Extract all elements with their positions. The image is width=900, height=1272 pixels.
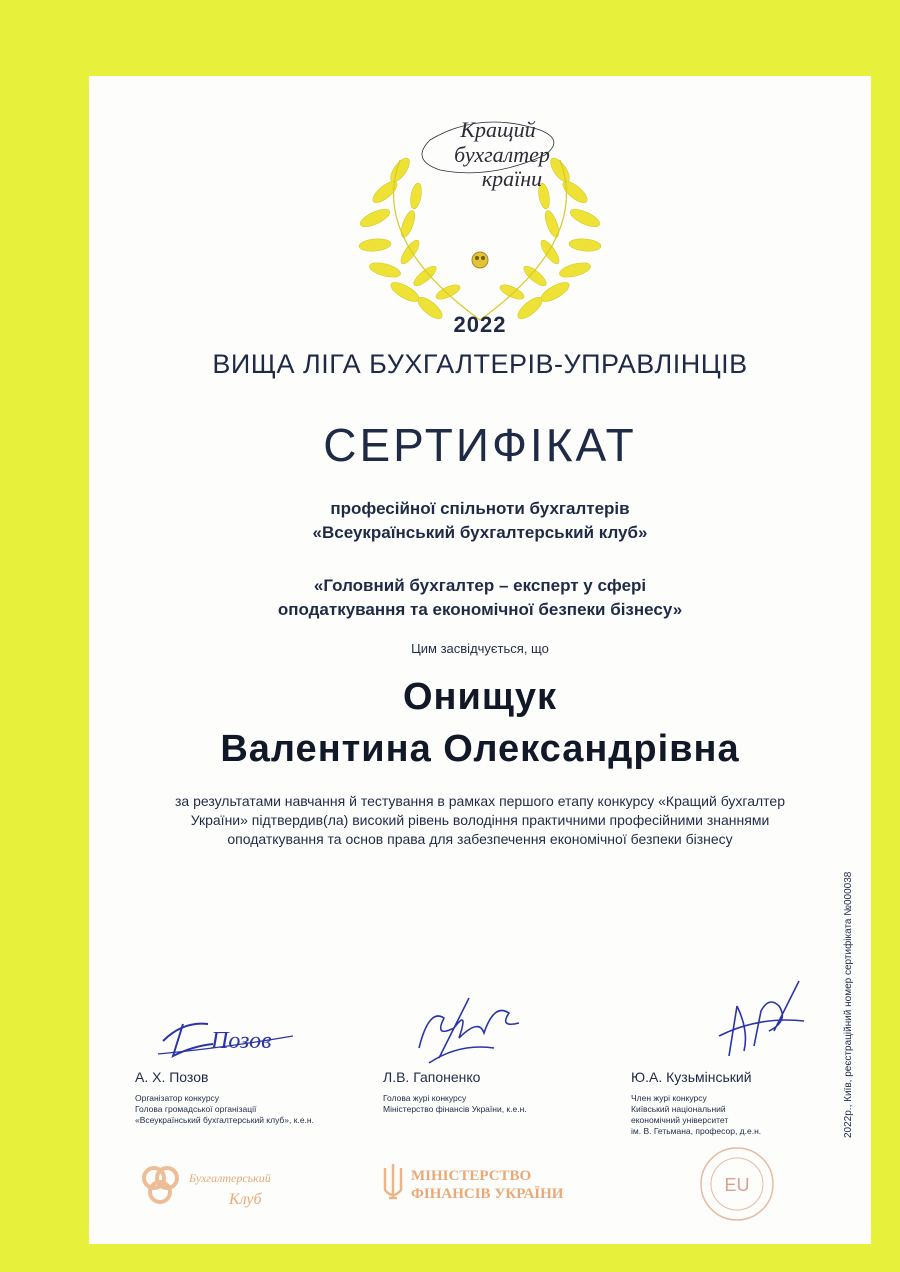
signatory-3-role-line1: Член журі конкурсу bbox=[631, 1093, 707, 1103]
signatory-3-role-line4: ім. В. Гетьмана, професор, д.е.н. bbox=[631, 1126, 762, 1136]
signature-pozov bbox=[153, 1006, 303, 1066]
body-line1: за результатами навчання й тестування в рамках першого етапу конкурсу «Кращий бухгалтер bbox=[174, 793, 786, 809]
certifies-text: Цим засвідчується, що bbox=[411, 641, 549, 656]
signature-haponenko bbox=[399, 988, 539, 1068]
signature-kuzminskyi bbox=[699, 976, 819, 1066]
body-line2: України» підтвердив(ла) високий рівень володіння практичними професійними знаннями bbox=[190, 812, 770, 828]
signatory-1-role-line1: Організатор конкурсу bbox=[135, 1093, 220, 1103]
recipient-surname: Онищук bbox=[402, 676, 558, 718]
signatory-3-name: Ю.А. Кузьмінський bbox=[631, 1069, 752, 1085]
body-line3: оподаткування та основ права для забезпечення економічної безпеки бізнесу bbox=[227, 831, 733, 847]
signatory-1-role-line2: Голова громадської організації bbox=[135, 1104, 257, 1114]
community-line2: «Всеукраїнський бухгалтерський клуб» bbox=[312, 523, 648, 542]
certificate-sheet bbox=[89, 76, 871, 1244]
trident-icon bbox=[385, 1164, 401, 1198]
signatory-3-role-line2: Київський національний bbox=[631, 1104, 726, 1114]
club-logo-line2: Клуб bbox=[229, 1191, 262, 1208]
recipient-given-names: Валентина Олександрівна bbox=[220, 728, 740, 770]
signatory-3-role bbox=[631, 1093, 831, 1137]
registration-note-text: 2022р., Київ, реєстраційний номер сертифіката №000038 bbox=[843, 871, 854, 1138]
university-seal bbox=[697, 1144, 777, 1224]
signatory-3 bbox=[631, 1069, 831, 1137]
laurel-emblem bbox=[330, 100, 630, 330]
emblem-script-line3: країни bbox=[481, 166, 543, 191]
certificate-title: СЕРТИФІКАТ bbox=[323, 419, 637, 471]
club-logo-line1: Бухгалтерський bbox=[189, 1171, 271, 1185]
signatory-1 bbox=[135, 1069, 375, 1126]
contest-text bbox=[89, 574, 871, 622]
ministry-logo-line2: ФІНАНСІВ УКРАЇНИ bbox=[411, 1186, 564, 1202]
ministry-logo bbox=[379, 1158, 569, 1208]
contest-line1: «Головний бухгалтер – експерт у сфері bbox=[313, 576, 647, 595]
signatory-1-role bbox=[135, 1093, 375, 1126]
league-title: ВИЩА ЛІГА БУХГАЛТЕРІВ-УПРАВЛІНЦІВ bbox=[212, 349, 748, 379]
signatory-1-name: А. Х. Позов bbox=[135, 1069, 209, 1085]
ministry-logo-line1: МІНІСТЕРСТВО bbox=[411, 1168, 532, 1184]
university-seal-text: EU bbox=[724, 1175, 750, 1195]
emblem-script-line2: бухгалтер bbox=[454, 142, 550, 167]
signatory-2-role-line1: Голова журі конкурсу bbox=[383, 1093, 467, 1103]
community-line1: професійної спільноти бухгалтерів bbox=[330, 499, 630, 518]
emblem-script-line1: Кращий bbox=[460, 117, 536, 142]
club-logo bbox=[129, 1156, 299, 1216]
signatory-2-role bbox=[383, 1093, 623, 1115]
signatory-2 bbox=[383, 1069, 623, 1115]
signatory-2-name: Л.В. Гапоненко bbox=[383, 1069, 481, 1085]
signatory-2-role-line2: Міністерство фінансів України, к.е.н. bbox=[383, 1104, 527, 1114]
signatory-3-role-line3: економічний університет bbox=[631, 1115, 729, 1125]
community-text bbox=[89, 497, 871, 545]
body-text bbox=[139, 792, 821, 849]
contest-line2: оподаткування та економічної безпеки бізнесу» bbox=[277, 600, 683, 619]
signature-pozov-text: Позов bbox=[211, 1028, 272, 1054]
year: 2022 bbox=[453, 312, 507, 337]
signatory-1-role-line3: «Всеукраїнський бухгалтерський клуб», к.е.н. bbox=[135, 1115, 314, 1125]
